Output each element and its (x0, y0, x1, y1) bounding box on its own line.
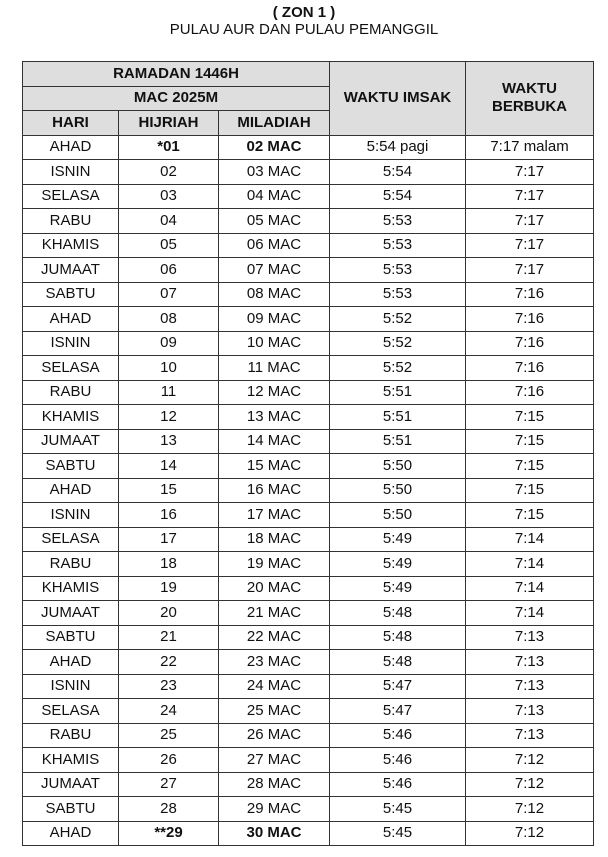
table-row (23, 209, 594, 234)
berbuka-cell: 7:13 (466, 674, 594, 699)
table-row (23, 674, 594, 699)
hari-cell: AHAD (23, 307, 119, 332)
miladiah-cell: 20 MAC (219, 576, 330, 601)
miladiah-cell: 08 MAC (219, 282, 330, 307)
miladiah-cell: 22 MAC (219, 625, 330, 650)
imsak-cell: 5:50 (330, 478, 466, 503)
berbuka-cell: 7:17 (466, 258, 594, 283)
miladiah-cell: 23 MAC (219, 650, 330, 675)
table-row (23, 135, 594, 160)
hijriah-cell: 17 (119, 527, 219, 552)
hijriah-cell: 13 (119, 429, 219, 454)
hijriah-cell: 04 (119, 209, 219, 234)
hari-cell: AHAD (23, 135, 119, 160)
imsak-cell: 5:45 (330, 797, 466, 822)
hijriah-cell: 05 (119, 233, 219, 258)
berbuka-cell: 7:13 (466, 625, 594, 650)
hijriah-cell: 28 (119, 797, 219, 822)
hijriah-cell: 02 (119, 160, 219, 185)
table-row (23, 282, 594, 307)
table-row (23, 552, 594, 577)
imsak-cell: 5:50 (330, 503, 466, 528)
imsak-cell: 5:49 (330, 552, 466, 577)
berbuka-cell: 7:15 (466, 454, 594, 479)
miladiah-cell: 27 MAC (219, 748, 330, 773)
imsak-cell: 5:54 (330, 160, 466, 185)
imsak-cell: 5:47 (330, 674, 466, 699)
hijriah-cell: 08 (119, 307, 219, 332)
berbuka-cell: 7:14 (466, 601, 594, 626)
hijriah-cell: 19 (119, 576, 219, 601)
miladiah-cell: 03 MAC (219, 160, 330, 185)
table-row (23, 576, 594, 601)
imsak-cell: 5:45 (330, 821, 466, 846)
table-row (23, 258, 594, 283)
table-row (23, 527, 594, 552)
miladiah-cell: 10 MAC (219, 331, 330, 356)
hari-cell: ISNIN (23, 160, 119, 185)
table-row (23, 821, 594, 846)
hari-cell: SELASA (23, 356, 119, 381)
hari-cell: ISNIN (23, 503, 119, 528)
miladiah-cell: 19 MAC (219, 552, 330, 577)
hari-cell: RABU (23, 723, 119, 748)
berbuka-header-line1: WAKTU (502, 80, 558, 98)
berbuka-header-line2: BERBUKA (492, 98, 568, 116)
hijriah-cell: 26 (119, 748, 219, 773)
miladiah-cell: 13 MAC (219, 405, 330, 430)
berbuka-cell: 7:17 (466, 184, 594, 209)
imsak-cell: 5:51 (330, 380, 466, 405)
table-row (23, 405, 594, 430)
hijriah-cell: *01 (119, 135, 219, 160)
miladiah-cell: 05 MAC (219, 209, 330, 234)
miladiah-cell: 12 MAC (219, 380, 330, 405)
table-row (23, 454, 594, 479)
table-row (23, 650, 594, 675)
location-title: PULAU AUR DAN PULAU PEMANGGIL (169, 21, 439, 38)
hari-cell: KHAMIS (23, 748, 119, 773)
berbuka-cell: 7:13 (466, 650, 594, 675)
berbuka-cell: 7:15 (466, 429, 594, 454)
miladiah-cell: 18 MAC (219, 527, 330, 552)
table-row (23, 625, 594, 650)
timetable-body (23, 135, 594, 846)
berbuka-cell: 7:17 malam (466, 135, 594, 160)
imsak-cell: 5:48 (330, 625, 466, 650)
imsak-cell: 5:52 (330, 307, 466, 332)
hijriah-cell: 07 (119, 282, 219, 307)
table-row (23, 184, 594, 209)
table-row (23, 748, 594, 773)
imsak-cell: 5:52 (330, 331, 466, 356)
table-row (23, 429, 594, 454)
miladiah-cell: 24 MAC (219, 674, 330, 699)
table-row (23, 331, 594, 356)
berbuka-header (466, 62, 594, 136)
ramadan-timetable (22, 61, 594, 846)
miladiah-cell: 26 MAC (219, 723, 330, 748)
hari-cell: JUMAAT (23, 429, 119, 454)
berbuka-cell: 7:14 (466, 576, 594, 601)
hari-cell: JUMAAT (23, 772, 119, 797)
miladiah-cell: 16 MAC (219, 478, 330, 503)
table-row (23, 772, 594, 797)
imsak-cell: 5:49 (330, 527, 466, 552)
hijriah-cell: 23 (119, 674, 219, 699)
miladiah-cell: 04 MAC (219, 184, 330, 209)
miladiah-cell: 02 MAC (219, 135, 330, 160)
berbuka-cell: 7:12 (466, 797, 594, 822)
hari-cell: SABTU (23, 625, 119, 650)
hijriah-cell: 06 (119, 258, 219, 283)
hari-cell: RABU (23, 380, 119, 405)
imsak-cell: 5:46 (330, 748, 466, 773)
hari-cell: KHAMIS (23, 405, 119, 430)
miladiah-cell: 25 MAC (219, 699, 330, 724)
hijriah-cell: **29 (119, 821, 219, 846)
miladiah-cell: 15 MAC (219, 454, 330, 479)
table-row (23, 356, 594, 381)
hijriah-cell: 14 (119, 454, 219, 479)
miladiah-cell: 17 MAC (219, 503, 330, 528)
imsak-cell: 5:52 (330, 356, 466, 381)
hijriah-cell: 03 (119, 184, 219, 209)
hari-cell: ISNIN (23, 674, 119, 699)
hijriah-cell: 10 (119, 356, 219, 381)
imsak-cell: 5:53 (330, 258, 466, 283)
hijriah-cell: 21 (119, 625, 219, 650)
imsak-header: WAKTU IMSAK (330, 62, 466, 136)
table-row (23, 601, 594, 626)
hijriah-header: HIJRIAH (119, 111, 219, 136)
table-row (23, 233, 594, 258)
imsak-cell: 5:54 pagi (330, 135, 466, 160)
hijriah-cell: 11 (119, 380, 219, 405)
berbuka-cell: 7:15 (466, 478, 594, 503)
month-header: MAC 2025M (23, 86, 330, 111)
hari-cell: KHAMIS (23, 576, 119, 601)
hijriah-cell: 25 (119, 723, 219, 748)
hari-cell: AHAD (23, 821, 119, 846)
hari-cell: SABTU (23, 454, 119, 479)
berbuka-cell: 7:14 (466, 527, 594, 552)
imsak-cell: 5:48 (330, 601, 466, 626)
hari-cell: AHAD (23, 478, 119, 503)
berbuka-cell: 7:12 (466, 821, 594, 846)
imsak-cell: 5:46 (330, 723, 466, 748)
berbuka-cell: 7:17 (466, 160, 594, 185)
miladiah-cell: 30 MAC (219, 821, 330, 846)
table-row (23, 723, 594, 748)
berbuka-cell: 7:13 (466, 699, 594, 724)
hari-cell: SELASA (23, 699, 119, 724)
hari-cell: RABU (23, 209, 119, 234)
hijriah-cell: 15 (119, 478, 219, 503)
miladiah-cell: 07 MAC (219, 258, 330, 283)
imsak-cell: 5:48 (330, 650, 466, 675)
imsak-cell: 5:54 (330, 184, 466, 209)
berbuka-cell: 7:17 (466, 233, 594, 258)
hijriah-cell: 20 (119, 601, 219, 626)
table-row (23, 160, 594, 185)
table-row (23, 380, 594, 405)
berbuka-cell: 7:15 (466, 503, 594, 528)
hari-header: HARI (23, 111, 119, 136)
page-header (0, 0, 608, 38)
berbuka-cell: 7:13 (466, 723, 594, 748)
hijriah-cell: 24 (119, 699, 219, 724)
hari-cell: JUMAAT (23, 601, 119, 626)
ramadan-header: RAMADAN 1446H (23, 62, 330, 87)
imsak-cell: 5:49 (330, 576, 466, 601)
hari-cell: SABTU (23, 282, 119, 307)
berbuka-cell: 7:16 (466, 380, 594, 405)
imsak-cell: 5:51 (330, 429, 466, 454)
berbuka-cell: 7:12 (466, 772, 594, 797)
hijriah-cell: 16 (119, 503, 219, 528)
imsak-cell: 5:53 (330, 209, 466, 234)
hijriah-cell: 12 (119, 405, 219, 430)
miladiah-cell: 11 MAC (219, 356, 330, 381)
miladiah-cell: 29 MAC (219, 797, 330, 822)
berbuka-cell: 7:16 (466, 307, 594, 332)
hari-cell: SELASA (23, 527, 119, 552)
hijriah-cell: 18 (119, 552, 219, 577)
table-row (23, 503, 594, 528)
berbuka-cell: 7:16 (466, 282, 594, 307)
imsak-cell: 5:46 (330, 772, 466, 797)
zone-title: ( ZON 1 ) (272, 4, 336, 21)
imsak-cell: 5:53 (330, 233, 466, 258)
imsak-cell: 5:53 (330, 282, 466, 307)
hari-cell: KHAMIS (23, 233, 119, 258)
berbuka-cell: 7:14 (466, 552, 594, 577)
berbuka-cell: 7:16 (466, 331, 594, 356)
hijriah-cell: 27 (119, 772, 219, 797)
hijriah-cell: 22 (119, 650, 219, 675)
hari-cell: ISNIN (23, 331, 119, 356)
miladiah-cell: 21 MAC (219, 601, 330, 626)
berbuka-cell: 7:16 (466, 356, 594, 381)
miladiah-cell: 14 MAC (219, 429, 330, 454)
table-row (23, 797, 594, 822)
miladiah-cell: 28 MAC (219, 772, 330, 797)
berbuka-cell: 7:12 (466, 748, 594, 773)
hari-cell: JUMAAT (23, 258, 119, 283)
hijriah-cell: 09 (119, 331, 219, 356)
hari-cell: SELASA (23, 184, 119, 209)
berbuka-cell: 7:15 (466, 405, 594, 430)
miladiah-cell: 06 MAC (219, 233, 330, 258)
miladiah-cell: 09 MAC (219, 307, 330, 332)
table-row (23, 307, 594, 332)
imsak-cell: 5:51 (330, 405, 466, 430)
hari-cell: RABU (23, 552, 119, 577)
table-row (23, 478, 594, 503)
hari-cell: AHAD (23, 650, 119, 675)
imsak-cell: 5:50 (330, 454, 466, 479)
berbuka-cell: 7:17 (466, 209, 594, 234)
miladiah-header: MILADIAH (219, 111, 330, 136)
table-row (23, 699, 594, 724)
imsak-cell: 5:47 (330, 699, 466, 724)
hari-cell: SABTU (23, 797, 119, 822)
